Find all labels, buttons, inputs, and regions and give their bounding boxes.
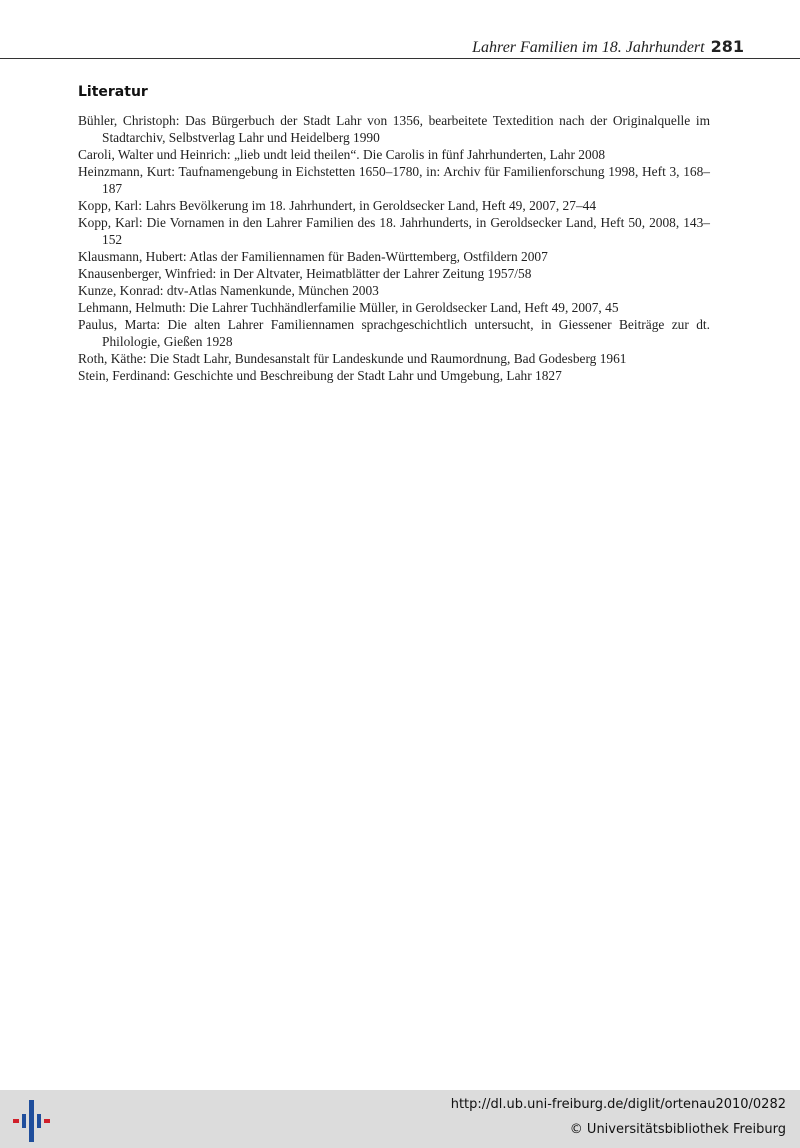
reference-item: Kunze, Konrad: dtv-Atlas Namenkunde, München 2003 (78, 283, 379, 298)
running-header (0, 36, 744, 59)
ub-freiburg-logo-icon (12, 1100, 52, 1142)
bibliography-list (78, 112, 710, 384)
reference-item: Kopp, Karl: Die Vornamen in den Lahrer Familien des 18. Jahrhunderts, in Geroldsecker Land, Heft 50, 2008, 143–152 (78, 215, 710, 247)
section-heading: Literatur (78, 84, 148, 100)
reference-item: Caroli, Walter und Heinrich: „lieb undt leid theilen“. Die Carolis in fünf Jahrhunderten, Lahr 2008 (78, 147, 606, 162)
footer-copyright: © Universitätsbibliothek Freiburg (569, 1122, 786, 1137)
header-rule (0, 58, 800, 59)
reference-item: Klausmann, Hubert: Atlas der Familiennamen für Baden-Württemberg, Ostfildern 2007 (78, 249, 548, 264)
reference-item: Knausenberger, Winfried: in Der Altvater, Heimatblätter der Lahrer Zeitung 1957/58 (78, 266, 532, 281)
running-title: Lahrer Familien im 18. Jahrhundert (472, 39, 705, 56)
reference-item: Stein, Ferdinand: Geschichte und Beschreibung der Stadt Lahr und Umgebung, Lahr 1827 (78, 368, 562, 383)
reference-item: Heinzmann, Kurt: Taufnamengebung in Eichstetten 1650–1780, in: Archiv für Familienforschung 1998, Heft 3, 168–187 (78, 164, 710, 196)
footer-url-link[interactable]: http://dl.ub.uni-freiburg.de/diglit/ortenau2010/0282 (450, 1097, 786, 1112)
footer-bar (0, 1090, 800, 1148)
reference-item: Roth, Käthe: Die Stadt Lahr, Bundesanstalt für Landeskunde und Raumordnung, Bad Godesberg 1961 (78, 351, 627, 366)
reference-item: Paulus, Marta: Die alten Lahrer Familiennamen sprachgeschichtlich untersucht, in Giessener Beiträge zur dt. Philologie, Gießen 1928 (78, 317, 710, 349)
reference-item: Bühler, Christoph: Das Bürgerbuch der Stadt Lahr von 1356, bearbeitete Textedition nach der Originalquelle im Stadtarchiv, Selbstverlag Lahr und Heidelberg 1990 (78, 113, 710, 145)
reference-item: Lehmann, Helmuth: Die Lahrer Tuchhändlerfamilie Müller, in Geroldsecker Land, Heft 49, 2007, 45 (78, 300, 619, 315)
page-number: 281 (710, 37, 744, 56)
reference-item: Kopp, Karl: Lahrs Bevölkerung im 18. Jahrhundert, in Geroldsecker Land, Heft 49, 2007, 27–44 (78, 198, 597, 213)
